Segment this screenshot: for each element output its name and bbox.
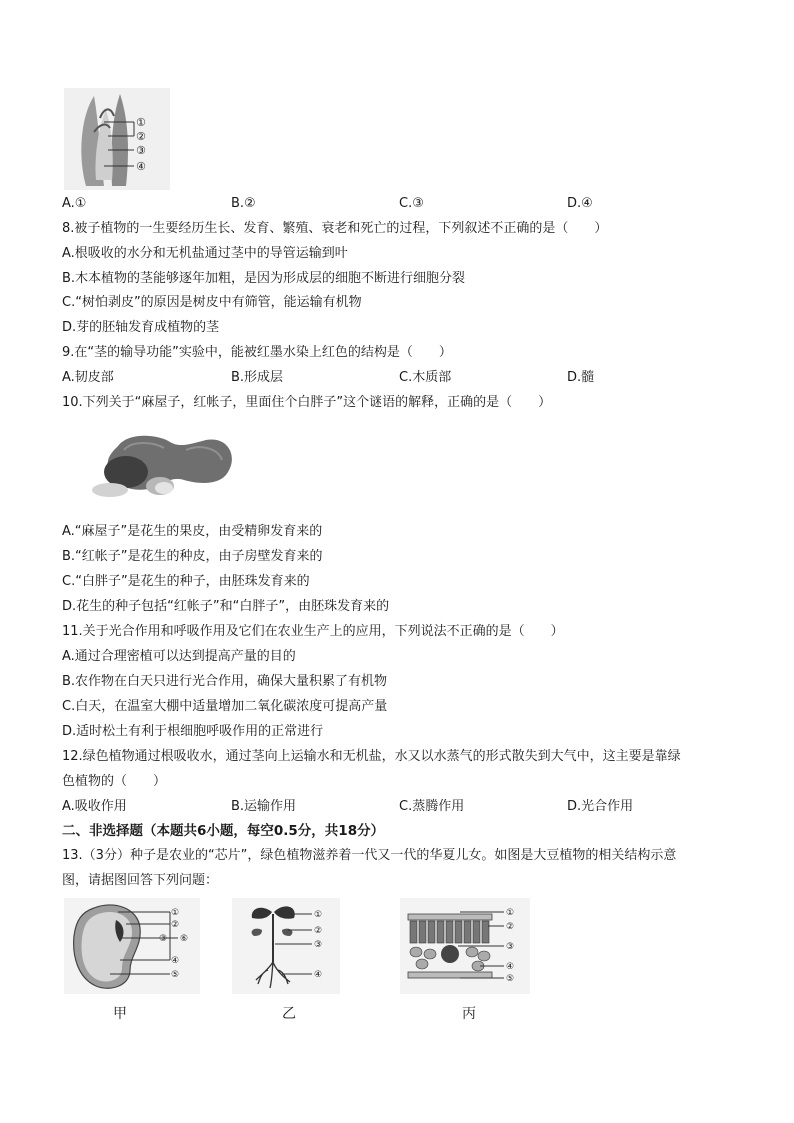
- q9-option-b[interactable]: B.形成层: [231, 370, 284, 385]
- figure-marker: ①: [136, 116, 146, 129]
- figure-marker: ④: [506, 962, 515, 972]
- q8-option-b[interactable]: B.木本植物的茎能够逐年加粗，是因为形成层的细胞不断进行细胞分裂: [62, 271, 466, 286]
- q9-option-a[interactable]: A.韧皮部: [62, 370, 114, 385]
- peanut-image: [88, 428, 238, 506]
- q7-option-b[interactable]: B.②: [231, 196, 256, 211]
- figure-marker: ②: [314, 926, 323, 936]
- q10-option-d[interactable]: D.花生的种子包括“红帐子”和“白胖子”，由胚珠发育来的: [62, 599, 390, 614]
- q12-stem-line1: 12.绿色植物通过根吸收水，通过茎向上运输水和无机盐，水又以水蒸气的形式散失到大气中，这主要是靠绿: [62, 749, 681, 764]
- figure-marker: ④: [314, 970, 323, 980]
- q8-option-a[interactable]: A.根吸收的水分和无机盐通过茎中的导管运输到叶: [62, 246, 348, 261]
- q9-option-d[interactable]: D.髓: [567, 370, 595, 385]
- q7-option-d[interactable]: D.④: [567, 196, 593, 211]
- q10-stem: 10.下列关于“麻屋子，红帐子，里面住个白胖子”这个谜语的解释，正确的是（ ）: [62, 395, 552, 410]
- figure-marker: ③: [136, 144, 146, 157]
- figure-marker: ①: [506, 908, 515, 918]
- figure-marker: ③: [159, 934, 168, 944]
- section-heading: 二、非选择题（本题共6小题，每空0.5分，共18分）: [62, 823, 385, 839]
- q10-option-b[interactable]: B.“红帐子”是花生的种皮，由子房壁发育来的: [62, 549, 323, 564]
- figure-marker: ⑥: [180, 934, 189, 944]
- q13-stem-line1: 13.（3分）种子是农业的“芯片”，绿色植物滋养着一代又一代的华夏儿女。如图是大豆植物的相关结构示意: [62, 848, 677, 863]
- figure-marker: ②: [506, 922, 515, 932]
- q8-option-c[interactable]: C.“树怕剥皮”的原因是树皮中有筛管，能运输有机物: [62, 295, 362, 310]
- q11-option-b[interactable]: B.农作物在白天只进行光合作用，确保大量积累了有机物: [62, 674, 388, 689]
- figure-marker: ⑤: [171, 970, 180, 980]
- q9-option-c[interactable]: C.木质部: [399, 370, 452, 385]
- figure-marker: ④: [136, 160, 146, 173]
- q8-option-d[interactable]: D.芽的胚轴发育成植物的茎: [62, 320, 220, 335]
- figure-marker: ④: [171, 956, 180, 966]
- q11-stem: 11.关于光合作用和呼吸作用及它们在农业生产上的应用，下列说法不正确的是（ ）: [62, 624, 564, 639]
- figure-marker: ①: [171, 908, 180, 918]
- figure-marker: ①: [314, 910, 323, 920]
- q8-stem: 8.被子植物的一生要经历生长、发育、繁殖、衰老和死亡的过程，下列叙述不正确的是（ ）: [62, 221, 608, 236]
- figure-caption-bing: 丙: [462, 1006, 476, 1022]
- figure-caption-jia: 甲: [113, 1006, 127, 1022]
- figure-marker: ③: [506, 942, 515, 952]
- q12-stem-line2: 色植物的（ ）: [62, 774, 167, 789]
- q12-option-c[interactable]: C.蒸腾作用: [399, 799, 465, 814]
- leaf-section-figure: [400, 898, 530, 994]
- q7-option-c[interactable]: C.③: [399, 196, 424, 211]
- bud-section-figure: [64, 88, 170, 190]
- q11-option-c[interactable]: C.白天，在温室大棚中适量增加二氧化碳浓度可提高产量: [62, 699, 388, 714]
- seed-structure-figure: [64, 898, 200, 994]
- figure-caption-yi: 乙: [282, 1006, 296, 1022]
- figure-marker: ③: [314, 940, 323, 950]
- q12-option-b[interactable]: B.运输作用: [231, 799, 297, 814]
- q10-option-a[interactable]: A.“麻屋子”是花生的果皮，由受精卵发育来的: [62, 524, 323, 539]
- q11-option-a[interactable]: A.通过合理密植可以达到提高产量的目的: [62, 649, 296, 664]
- q11-option-d[interactable]: D.适时松土有利于根细胞呼吸作用的正常进行: [62, 724, 324, 739]
- q9-stem: 9.在“茎的输导功能”实验中，能被红墨水染上红色的结构是（ ）: [62, 345, 452, 360]
- q12-option-d[interactable]: D.光合作用: [567, 799, 634, 814]
- figure-marker: ⑤: [506, 974, 515, 984]
- q10-option-c[interactable]: C.“白胖子”是花生的种子，由胚珠发育来的: [62, 574, 310, 589]
- figure-marker: ②: [136, 130, 146, 143]
- seedling-figure: [232, 898, 340, 994]
- q12-option-a[interactable]: A.吸收作用: [62, 799, 127, 814]
- q7-option-a[interactable]: A.①: [62, 196, 87, 211]
- q13-stem-line2: 图，请据图回答下列问题：: [62, 873, 219, 888]
- figure-marker: ②: [171, 920, 180, 930]
